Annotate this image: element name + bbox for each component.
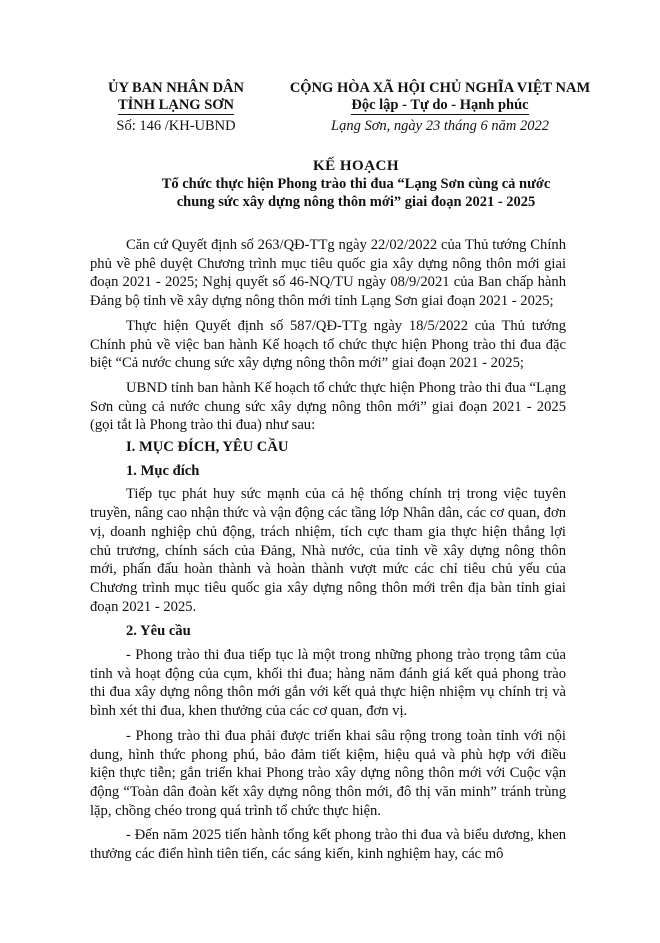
motto: Độc lập - Tự do - Hạnh phúc xyxy=(351,97,529,113)
paragraph-plan-intro: UBND tỉnh ban hành Kế hoạch tổ chức thực hiện Phong trào thi đua “Lạng Sơn cùng cả nước chung sức xây dựng nông thôn mới” giai đoạn 2021 - 2025 (gọi tắt là Phong trào thi đua) như sau: xyxy=(90,379,566,434)
subheading-requirements: 2. Yêu cầu xyxy=(126,623,191,640)
paragraph-purpose: Tiếp tục phát huy sức mạnh của cả hệ thống chính trị trong việc tuyên truyền, nâng cao nhận thức và vận động các tầng lớp Nhân dân, các cơ quan, đơn vị, doanh nghiệp chủ động, trách nhiệm, tích cực tham gia thực hiện thắng lợi chủ trương, chính sách của Đảng, Nhà nước, của tỉnh về xây dựng nông thôn mới, phấn đấu hoàn thành và hoàn thành vượt mức các chỉ tiêu chủ yếu của Chương trình mục tiêu quốc gia xây dựng nông thôn mới trên địa bàn tỉnh giai đoạn 2021 - 2025. xyxy=(90,486,566,615)
national-motto xyxy=(270,80,610,114)
paragraph-requirement-1: - Phong trào thi đua tiếp tục là một trong những phong trào trọng tâm của tỉnh và hoạt động của cụm, khối thi đua; hàng năm đánh giá kết quả phong trào thi đua xây dựng nông thôn mới gắn với kết quả thực hiện nhiệm vụ chính trị và bình xét thi đua, khen thưởng của các cơ quan, đơn vị. xyxy=(90,647,566,720)
document-type: KẾ HOẠCH xyxy=(312,158,400,174)
subheading-purpose: 1. Mục đích xyxy=(126,462,200,479)
authority-name-line1: ỦY BAN NHÂN DÂN xyxy=(107,80,244,96)
paragraph-legal-basis: Căn cứ Quyết định số 263/QĐ-TTg ngày 22/02/2022 của Thủ tướng Chính phủ về phê duyệt Chương trình mục tiêu quốc gia xây dựng nông thôn mới giai đoạn 2021 - 2025; Nghị quyết số 46-NQ/TU ngày 08/9/2021 của Ban chấp hành Đảng bộ tỉnh về xây dựng nông thôn mới tỉnh Lạng Sơn giai đoạn 2021 - 2025; xyxy=(90,237,566,310)
paragraph-requirement-3: - Đến năm 2025 tiến hành tổng kết phong trào thi đua và biểu dương, khen thưởng các điển hình tiên tiến, các sáng kiến, kinh nghiệm hay, các mô xyxy=(90,827,566,863)
country-name: CỘNG HÒA XÃ HỘI CHỦ NGHĨA VIỆT NAM xyxy=(289,80,591,96)
section-heading-purpose-requirements: I. MỤC ĐÍCH, YÊU CẦU xyxy=(126,439,289,456)
document-body xyxy=(90,236,566,870)
place-and-date: Lạng Sơn, ngày 23 tháng 6 năm 2022 xyxy=(331,118,549,134)
paragraph-requirement-2: - Phong trào thi đua phải được triển khai sâu rộng trong toàn tỉnh với nội dung, hình thức phong phú, bảo đảm tiết kiệm, hiệu quả và phù hợp với điều kiện thực tiễn; gắn triển khai Phong trào xây dựng nông thôn mới với Cuộc vận động “Toàn dân đoàn kết xây dựng nông thôn mới, đô thị văn minh” tránh trùng lặp, chồng chéo trong quá trình tổ chức thực hiện. xyxy=(90,727,566,819)
paragraph-implementation: Thực hiện Quyết định số 587/QĐ-TTg ngày 18/5/2022 của Thủ tướng Chính phủ về việc ban hành Kế hoạch tổ chức thực hiện Phong trào thi đua đặc biệt “Cả nước chung sức xây dựng nông thôn mới” giai đoạn 2021 - 2025; xyxy=(90,317,566,372)
issuing-authority xyxy=(96,80,256,114)
title-line2: chung sức xây dựng nông thôn mới” giai đoạn 2021 - 2025 xyxy=(176,194,536,210)
document-title xyxy=(96,157,616,211)
title-line1: Tổ chức thực hiện Phong trào thi đua “Lạng Sơn cùng cả nước xyxy=(161,176,551,192)
document-number: Số: 146 /KH-UBND xyxy=(116,118,236,134)
authority-name-line2: TỈNH LẠNG SƠN xyxy=(117,97,235,113)
